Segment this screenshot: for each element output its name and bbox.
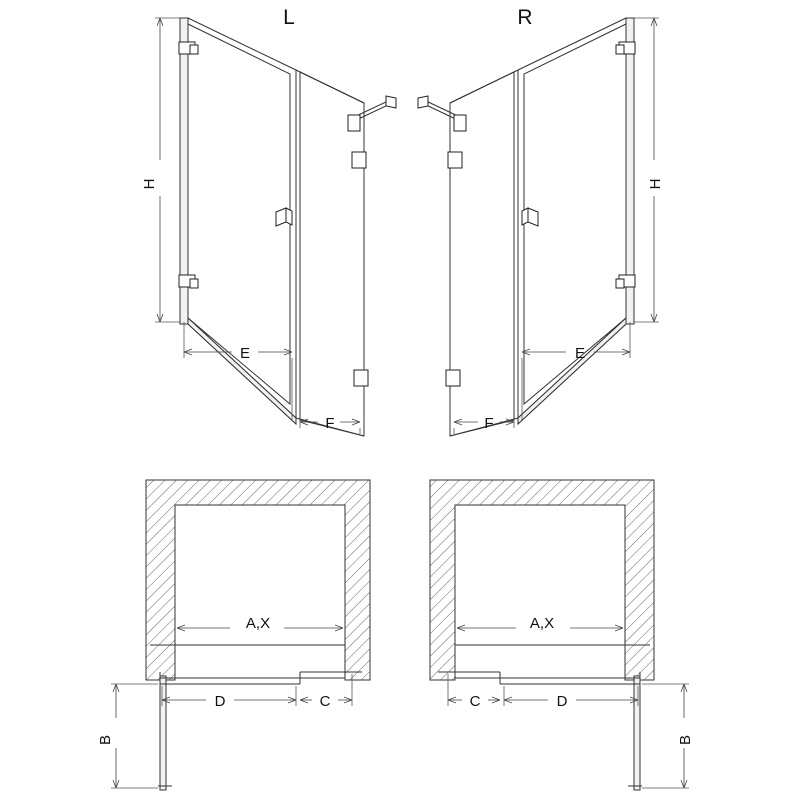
hinge-bottom-right: [616, 275, 635, 288]
dimension-ax-left: [177, 615, 343, 632]
variant-label-left: L: [283, 6, 295, 29]
bracket-low-right: [446, 370, 460, 386]
front-view-right: [418, 6, 664, 436]
hinge-top-left: [179, 42, 198, 54]
enclosure-outline-left: [180, 18, 364, 436]
label-ax-right: A,X: [529, 615, 555, 632]
label-ax-left: A,X: [245, 615, 271, 632]
dimension-d-right: [504, 686, 638, 710]
hinge-top-right: [616, 42, 635, 54]
enclosure-outline-right: [450, 18, 634, 436]
label-c-right: C: [469, 693, 481, 710]
label-f-right: F: [484, 415, 494, 432]
label-b-right: B: [677, 734, 694, 746]
label-d-right: D: [556, 693, 568, 710]
top-view-right: [430, 480, 694, 790]
dimension-f-left: [300, 415, 360, 434]
front-view-left: [141, 6, 396, 436]
dimension-c-right: [448, 674, 500, 710]
label-b-left: B: [97, 734, 114, 746]
stabiliser-bar-left: [348, 96, 396, 131]
bracket-low-left: [354, 370, 368, 386]
bracket-mid-left: [352, 152, 366, 168]
dimension-f-right: [454, 415, 514, 434]
label-e-left: E: [239, 345, 251, 362]
dimension-b-left: [97, 684, 158, 788]
stabiliser-bar-right: [418, 96, 466, 131]
hinge-bottom-left: [179, 275, 198, 288]
bracket-mid-right: [448, 152, 462, 168]
dimension-c-left: [300, 674, 352, 710]
dimension-b-right: [642, 684, 694, 788]
label-height-right: H: [647, 178, 664, 190]
dimension-d-left: [162, 686, 296, 710]
label-c-left: C: [319, 693, 331, 710]
label-height-left: H: [141, 178, 158, 190]
dimension-ax-right: [457, 615, 623, 632]
label-d-left: D: [214, 693, 226, 710]
door-handle-left: [276, 208, 292, 226]
variant-label-right: R: [517, 6, 533, 29]
door-handle-right: [522, 208, 538, 226]
label-f-left: F: [325, 415, 335, 432]
label-e-right: E: [574, 345, 586, 362]
top-view-left: [97, 480, 370, 790]
